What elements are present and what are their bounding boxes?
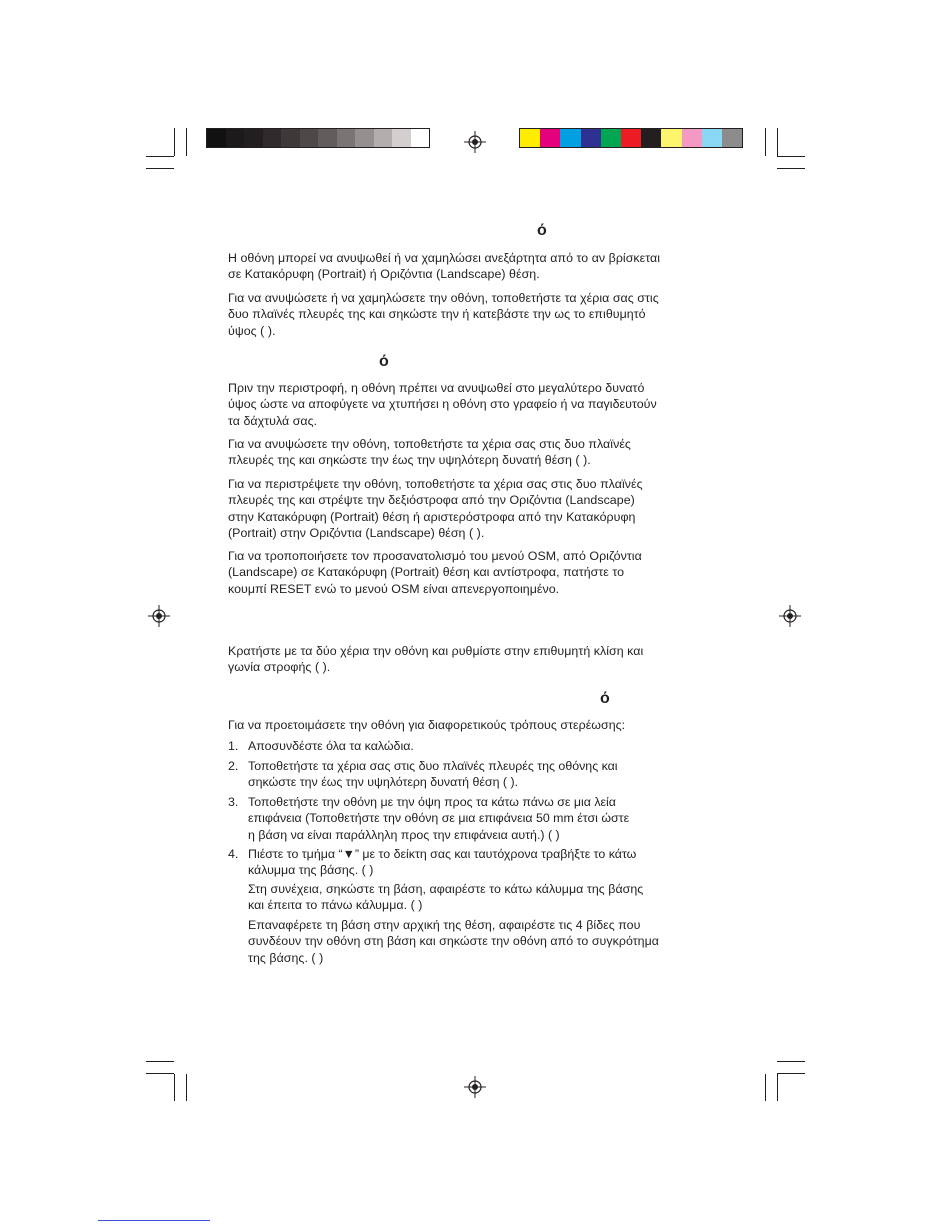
crop-mark bbox=[174, 1074, 175, 1101]
list-number: 1. bbox=[228, 739, 239, 753]
color-swatch bbox=[337, 129, 356, 147]
crop-mark bbox=[777, 1074, 778, 1101]
color-swatch bbox=[682, 129, 702, 147]
color-swatch bbox=[411, 129, 430, 147]
color-swatch bbox=[581, 129, 601, 147]
crop-mark bbox=[777, 1073, 805, 1074]
color-swatch bbox=[702, 129, 722, 147]
crop-mark bbox=[765, 128, 766, 156]
color-swatch bbox=[300, 129, 319, 147]
paragraph: Για να ανυψώσετε ή να χαμηλώσετε την οθόνη, τοποθετήστε τα χέρια σας στις δυο πλαϊνές πλευρές της και σηκώστε την ή κατεβάστε την ως το επιθυμητό ύψος ( ). bbox=[228, 291, 659, 338]
crop-mark bbox=[777, 156, 805, 157]
color-swatch bbox=[722, 129, 742, 147]
section-heading: ό bbox=[600, 690, 610, 707]
color-swatch bbox=[540, 129, 560, 147]
footer-rule bbox=[98, 1220, 210, 1221]
list-text: Τοποθετήστε τα χέρια σας στις δυο πλαϊνές πλευρές της οθόνης και σηκώστε την έως την υψηλότερη δυνατή θέση ( ). bbox=[248, 759, 618, 790]
paragraph: Πριν την περιστροφή, η οθόνη πρέπει να ανυψωθεί στο μεγαλύτερο δυνατό ύψος ώστε να αποφύγετε να χτυπήσει η οθόνη στο γραφείο ή να παγιδευτούν τα δάχτυλά σας. bbox=[228, 381, 657, 428]
crop-mark bbox=[186, 128, 187, 156]
paragraph: Για να προετοιμάσετε την οθόνη για διαφορετικούς τρόπους στερέωσης: bbox=[228, 718, 626, 732]
color-swatch bbox=[318, 129, 337, 147]
crop-mark bbox=[146, 156, 174, 157]
list-item bbox=[228, 738, 728, 755]
registration-mark-icon bbox=[464, 131, 486, 153]
color-swatch bbox=[392, 129, 411, 147]
color-swatch bbox=[641, 129, 661, 147]
color-swatch bbox=[226, 129, 245, 147]
crop-mark bbox=[146, 1073, 174, 1074]
crop-mark bbox=[777, 1061, 805, 1062]
list-number: 3. bbox=[228, 795, 239, 809]
list-text: Αποσυνδέστε όλα τα καλώδια. bbox=[248, 739, 414, 753]
crop-mark bbox=[186, 1074, 187, 1101]
paragraph: Κρατήστε με τα δύο χέρια την οθόνη και ρυθμίστε στην επιθυμητή κλίση και γωνία στροφής ( ). bbox=[228, 644, 644, 675]
section-heading: ό bbox=[537, 222, 547, 239]
paragraph: Για να τροποποιήσετε τον προσανατολισμό του μενού OSM, από Οριζόντια (Landscape) σε Κατακόρυφη (Portrait) θέση και αντίστροφα, πατήστε το κουμπί RESET ενώ το μενού OSM είναι απενεργοποιημένο. bbox=[228, 549, 642, 596]
paragraph: Η οθόνη μπορεί να ανυψωθεί ή να χαμηλώσει ανεξάρτητα από το αν βρίσκεται σε Κατακόρυφη (Portrait) ή Οριζόντια (Landscape) θέση. bbox=[228, 251, 661, 282]
color-swatch bbox=[263, 129, 282, 147]
crop-mark bbox=[174, 128, 175, 156]
color-swatch bbox=[621, 129, 641, 147]
list-item bbox=[228, 794, 728, 844]
color-swatch bbox=[374, 129, 393, 147]
list-number: 4. bbox=[228, 847, 239, 861]
crop-mark bbox=[146, 168, 174, 169]
registration-mark-icon bbox=[148, 605, 170, 627]
list-continuation: Στη συνέχεια, σηκώστε τη βάση, αφαιρέστε το κάτω κάλυμμα της βάσης και έπειτα το πάνω κάλυμμα. ( ) bbox=[248, 882, 644, 913]
color-swatch bbox=[281, 129, 300, 147]
crop-mark bbox=[777, 128, 778, 156]
color-swatch bbox=[244, 129, 263, 147]
registration-mark-icon bbox=[779, 605, 801, 627]
color-swatch bbox=[355, 129, 374, 147]
crop-mark bbox=[146, 1061, 174, 1062]
section-heading: ό bbox=[379, 353, 389, 370]
color-swatch bbox=[520, 129, 540, 147]
list-continuation: Επαναφέρετε τη βάση στην αρχική της θέση, αφαιρέστε τις 4 βίδες που συνδέουν την οθόνη στη βάση και σηκώστε την οθόνη από το συγκρότημα της βάσης. ( ) bbox=[248, 918, 660, 965]
color-swatch bbox=[560, 129, 580, 147]
paragraph: Για να περιστρέψετε την οθόνη, τοποθετήστε τα χέρια σας στις δυο πλαϊνές πλευρές της και στρέψτε την δεξιόστροφα από την Οριζόντια (Landscape) στην Κατακόρυφη (Portrait) θέση ή αριστερόστροφα από την Κατακόρυφη (Portrait) στην Οριζόντια (Landscape) θέση ( ). bbox=[228, 477, 643, 540]
list-item bbox=[228, 758, 728, 792]
crop-mark bbox=[777, 168, 805, 169]
grayscale-bar bbox=[206, 128, 430, 148]
color-bar bbox=[519, 128, 743, 148]
color-swatch bbox=[661, 129, 681, 147]
list-number: 2. bbox=[228, 759, 239, 773]
crop-mark bbox=[765, 1074, 766, 1101]
registration-mark-icon bbox=[464, 1076, 486, 1098]
list-item bbox=[228, 846, 728, 880]
list-text: Τοποθετήστε την οθόνη με την όψη προς τα κάτω πάνω σε μια λεία επιφάνεια (Τοποθετήστε την οθόνη σε μια επιφάνεια 50 mm έτσι ώστε η βάση να είναι παράλληλη προς την επιφάνεια αυτή.) ( ) bbox=[248, 795, 630, 842]
color-swatch bbox=[601, 129, 621, 147]
list-text: Πιέστε το τμήμα “▼” με το δείκτη σας και ταυτόχρονα τραβήξτε το κάτω κάλυμμα της βάσης. ( ) bbox=[248, 847, 637, 878]
color-swatch bbox=[207, 129, 226, 147]
paragraph: Για να ανυψώσετε την οθόνη, τοποθετήστε τα χέρια σας στις δυο πλαϊνές πλευρές της και σηκώστε την έως την υψηλότερη δυνατή θέση ( ). bbox=[228, 437, 631, 468]
